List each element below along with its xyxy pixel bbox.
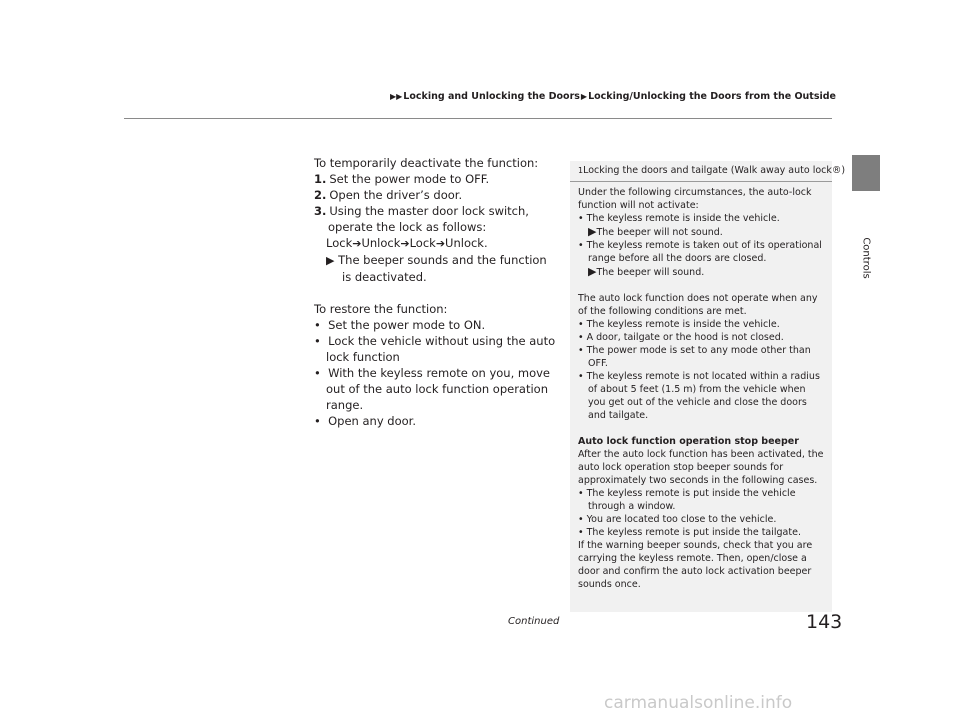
note-box	[570, 161, 846, 612]
breadcrumb	[0, 91, 836, 102]
note-bullet: • The keyless remote is put inside the vehicle through a window.	[578, 488, 796, 512]
note-ref-icon: 1	[578, 166, 584, 175]
restore-item: • With the keyless remote on you, move out of the auto lock function operation range.	[314, 366, 551, 412]
restore-item: • Lock the vehicle without using the auto lock function	[314, 334, 556, 364]
header-rule	[124, 118, 832, 119]
main-content	[314, 155, 558, 429]
watermark: carmanualsonline.info	[604, 693, 793, 713]
note-text: After the auto lock function has been activated, the auto lock operation stop beeper sounds for approximately two seconds in the following cases.	[578, 449, 824, 486]
arrow-icon: ➔	[435, 237, 446, 250]
restore-item: • Open any door.	[314, 414, 416, 428]
note-text: Under the following circumstances, the auto-lock function will not activate:	[578, 187, 812, 211]
restore-item: • Set the power mode to ON.	[314, 318, 486, 332]
note-bullet: • The keyless remote is put inside the tailgate.	[578, 527, 801, 538]
intro-text: To temporarily deactivate the function:	[314, 156, 539, 170]
result-arrow-icon: ▶	[588, 225, 597, 238]
note-sub: ▶The beeper will sound.	[588, 265, 705, 278]
step-1: 1. Set the power mode to OFF.	[314, 172, 490, 186]
note-title: 1Locking the doors and tailgate (Walk away auto lock®)	[570, 161, 832, 182]
arrow-icon: ▶	[580, 92, 588, 101]
note-bullet: • The power mode is set to any mode other than OFF.	[578, 345, 811, 369]
continued-label: Continued	[508, 616, 560, 627]
step-result: ▶ The beeper sounds and the function is deactivated.	[326, 253, 547, 284]
breadcrumb-section: Locking and Unlocking the Doors	[403, 91, 580, 102]
step-3: 3. Using the master door lock switch, operate the lock as follows:	[314, 204, 529, 234]
note-text: If the warning beeper sounds, check that you are carrying the keyless remote. Then, open/close a door and confirm the auto lock activation beeper sounds once.	[578, 540, 813, 590]
note-bullet: • The keyless remote is inside the vehicle.	[578, 319, 780, 330]
step-2: 2. Open the driver’s door.	[314, 188, 463, 202]
arrow-icon: ▶▶	[389, 92, 403, 101]
chapter-tab	[852, 155, 880, 191]
note-sub: ▶The beeper will not sound.	[588, 225, 723, 238]
note-bullet: • The keyless remote is taken out of its operational range before all the doors are closed.	[578, 240, 822, 264]
restore-title: To restore the function:	[314, 302, 448, 316]
result-arrow-icon: ▶	[326, 254, 335, 267]
arrow-icon: ➔	[400, 237, 410, 250]
note-heading: Auto lock function operation stop beeper	[578, 436, 799, 447]
note-bullet: • The keyless remote is not located within a radius of about 5 feet (1.5 m) from the vehicle when you get out of the vehicle and close the doors and tailgate.	[578, 371, 820, 421]
chapter-label: Controls	[860, 237, 872, 279]
note-bullet: • You are located too close to the vehicle.	[578, 514, 777, 525]
arrow-icon: ➔	[352, 237, 362, 250]
lock-sequence: Lock➔Unlock➔Lock➔Unlock.	[326, 236, 488, 250]
note-text: The auto lock function does not operate when any of the following conditions are met.	[578, 293, 818, 317]
result-arrow-icon: ▶	[588, 265, 597, 278]
breadcrumb-topic: Locking/Unlocking the Doors from the Outside	[588, 91, 836, 102]
page-number: 143	[806, 611, 843, 633]
note-bullet: • A door, tailgate or the hood is not closed.	[578, 332, 784, 343]
note-bullet: • The keyless remote is inside the vehicle.	[578, 213, 780, 224]
